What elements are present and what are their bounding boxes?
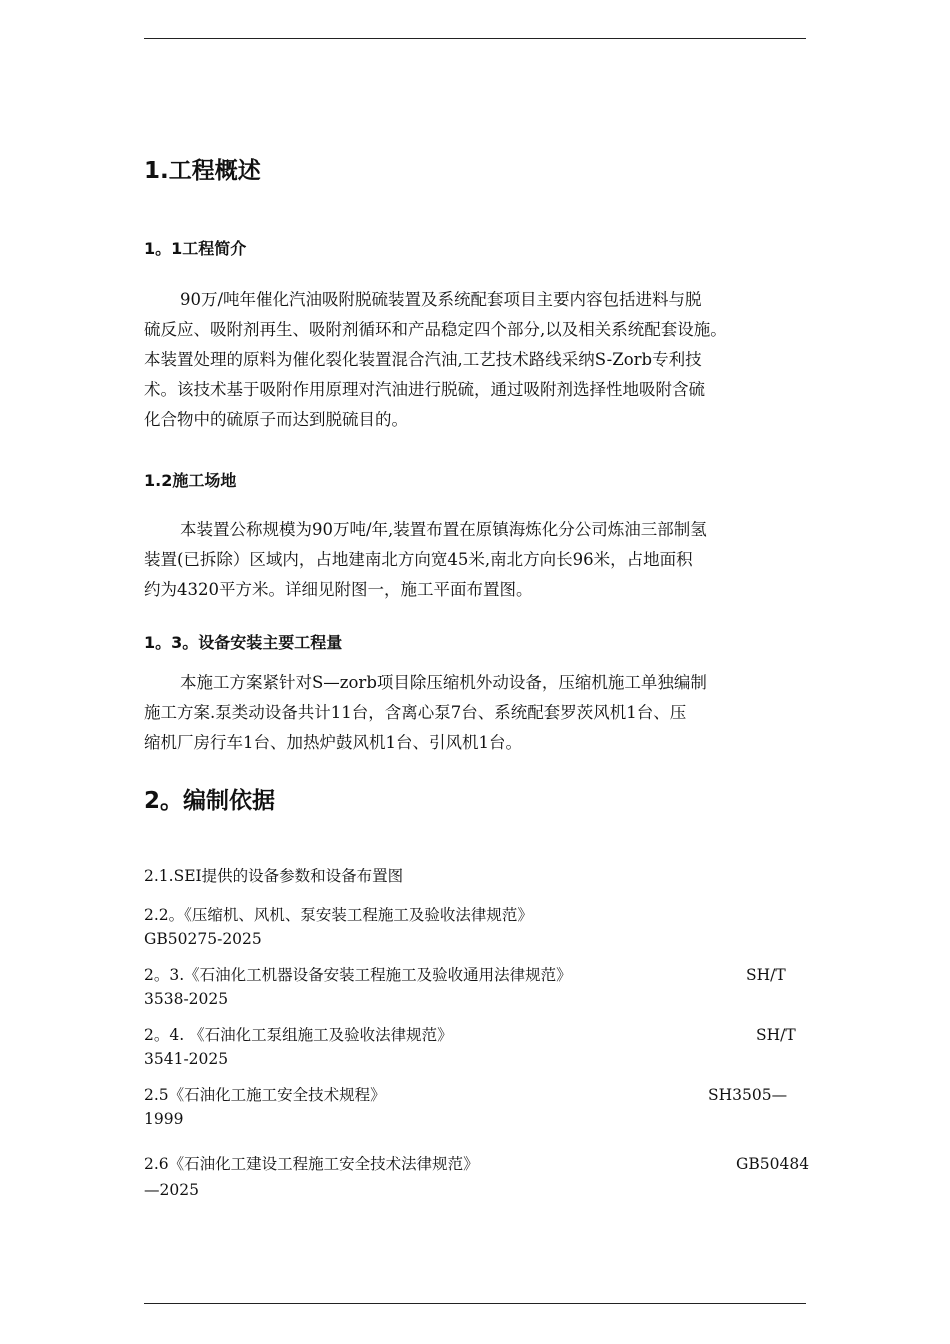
reference-title: 2。3.《石油化工机器设备安装工程施工及验收通用法律规范》 xyxy=(144,966,572,984)
subsection-1-2-heading: 1.2施工场地 xyxy=(144,471,237,490)
paragraph-line: 装置(已拆除）区域内，占地建南北方向宽45米,南北方向长96米，占地面积 xyxy=(144,550,693,569)
subsection-1-3-heading: 1。3。设备安装主要工程量 xyxy=(144,633,343,652)
paragraph-line: 本装置处理的原料为催化裂化装置混合汽油,工艺技术路线采纳S-Zorb专利技 xyxy=(144,350,702,369)
reference-code-cont: 3541-2025 xyxy=(144,1050,229,1068)
reference-code: SH/T xyxy=(756,1026,796,1044)
footer-rule xyxy=(144,1303,806,1304)
paragraph-line: 缩机厂房行车1台、加热炉鼓风机1台、引风机1台。 xyxy=(144,733,522,752)
paragraph-line: 化合物中的硫原子而达到脱硫目的。 xyxy=(144,410,408,429)
reference-item xyxy=(144,963,806,1011)
reference-title: 2.1.SEI提供的设备参数和设备布置图 xyxy=(144,867,404,885)
paragraph-line: 硫反应、吸附剂再生、吸附剂循环和产品稳定四个部分,以及相关系统配套设施。 xyxy=(144,320,727,339)
section2-heading: 2。编制依据 xyxy=(144,788,276,814)
reference-code: GB50484 xyxy=(736,1155,810,1173)
reference-code: SH3505— xyxy=(708,1086,788,1104)
paragraph-1-1 xyxy=(144,285,806,435)
reference-title: 2。4. 《石油化工泵组施工及验收法律规范》 xyxy=(144,1026,453,1044)
reference-title: 2.6《石油化工建设工程施工安全技术法律规范》 xyxy=(144,1155,479,1173)
paragraph-line: 施工方案.泵类动设备共计11台，含离心泵7台、系统配套罗茨风机1台、压 xyxy=(144,703,687,722)
reference-item xyxy=(144,903,806,951)
reference-item xyxy=(144,1083,806,1131)
reference-code-cont: —2025 xyxy=(144,1181,199,1199)
subsection-1-1-heading: 1。1工程简介 xyxy=(144,239,247,258)
reference-item xyxy=(144,1152,810,1202)
reference-item xyxy=(144,864,806,888)
paragraph-line: 术。该技术基于吸附作用原理对汽油进行脱硫，通过吸附剂选择性地吸附含硫 xyxy=(144,380,705,399)
paragraph-1-3 xyxy=(144,668,806,758)
paragraph-1-2 xyxy=(144,515,806,605)
section1-heading: 1.工程概述 xyxy=(144,158,261,184)
paragraph-line: 约为4320平方米。详细见附图一，施工平面布置图。 xyxy=(144,580,533,599)
reference-code: GB50275-2025 xyxy=(144,930,262,948)
reference-item xyxy=(144,1023,806,1071)
header-rule xyxy=(144,38,806,39)
paragraph-line: 本装置公称规模为90万吨/年,装置布置在原镇海炼化分公司炼油三部制氢 xyxy=(180,520,707,539)
paragraph-line: 90万/吨年催化汽油吸附脱硫装置及系统配套项目主要内容包括进料与脱 xyxy=(180,290,702,309)
paragraph-line: 本施工方案紧针对S—zorb项目除压缩机外动设备，压缩机施工单独编制 xyxy=(180,673,707,692)
reference-title: 2.5《石油化工施工安全技术规程》 xyxy=(144,1086,386,1104)
reference-title: 2.2。《压缩机、风机、泵安装工程施工及验收法律规范》 xyxy=(144,906,533,924)
reference-code: SH/T xyxy=(746,966,786,984)
reference-code-cont: 1999 xyxy=(144,1110,184,1128)
reference-code-cont: 3538-2025 xyxy=(144,990,229,1008)
